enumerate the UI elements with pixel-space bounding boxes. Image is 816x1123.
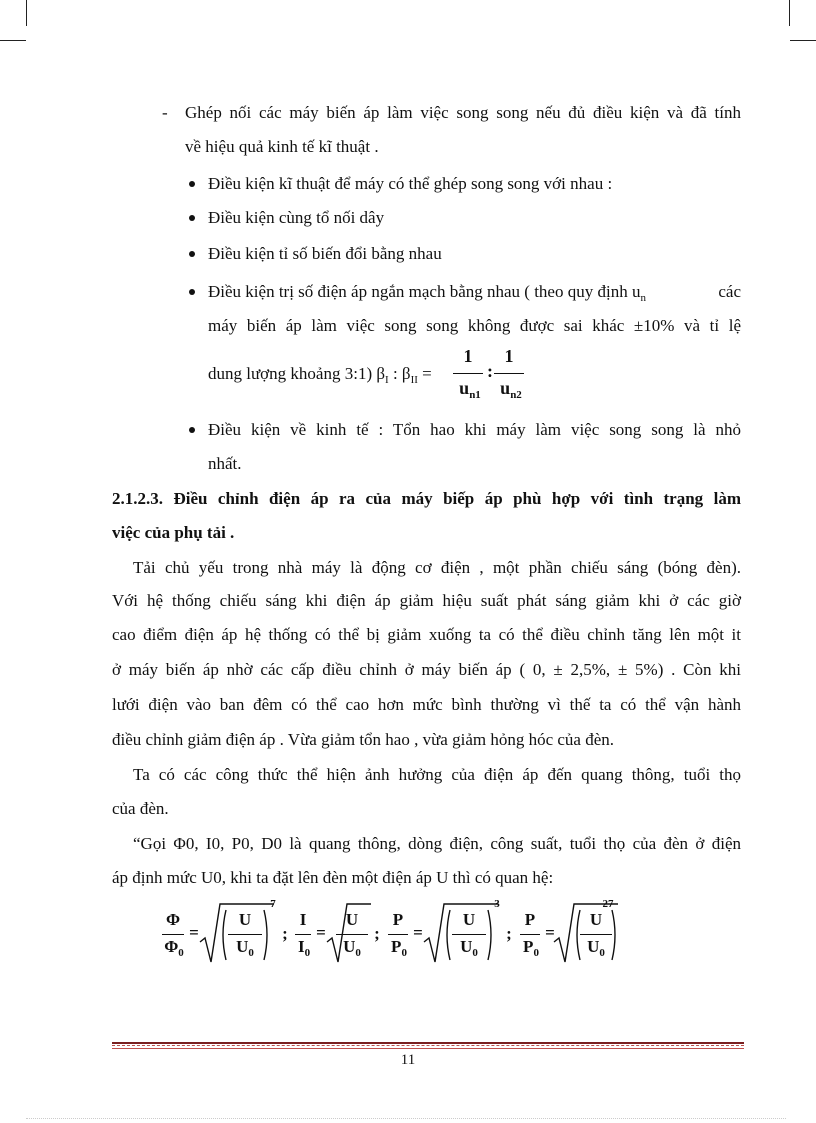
text-line: của đèn. bbox=[112, 799, 169, 818]
formula-denominator: $P_0$ bbox=[391, 937, 407, 959]
page-number: 11 bbox=[400, 1052, 416, 1068]
fraction-bar bbox=[162, 934, 184, 935]
equals-sign: = bbox=[189, 923, 199, 942]
fraction-bar bbox=[295, 934, 311, 935]
formula-denominator: $\Phi_0$ bbox=[164, 937, 184, 959]
fraction-bar bbox=[388, 934, 408, 935]
footer-rule bbox=[112, 1048, 744, 1049]
text-line: Điều kiện cùng tổ nối dây bbox=[208, 208, 385, 227]
formula-numerator: P bbox=[392, 910, 404, 929]
ratio-denominator: $u_{n2}$ bbox=[500, 378, 522, 401]
equals-sign: = bbox=[545, 923, 555, 942]
formula-numerator: Φ bbox=[165, 910, 181, 929]
fraction-bar bbox=[452, 934, 486, 935]
formula-denominator: $U_0$ bbox=[587, 937, 605, 959]
text-line: nhất. bbox=[208, 454, 242, 473]
text-line: về hiệu quả kinh tế kĩ thuật . bbox=[185, 137, 379, 156]
text-line: máy biến áp làm việc song song không được sai khác ±10% và tỉ lệ bbox=[208, 316, 741, 335]
formula-denominator: $U_0$ bbox=[343, 937, 361, 959]
bullet-icon bbox=[189, 215, 195, 221]
fraction-bar bbox=[494, 373, 524, 374]
text-line: Ta có các công thức thể hiện ảnh hưởng của điện áp đến quang thông, tuổi thọ bbox=[133, 765, 741, 784]
section-heading: 2.1.2.3. Điều chỉnh điện áp ra của máy biếp áp phù hợp với tình trạng làm bbox=[112, 489, 741, 508]
text-line: ở máy biến áp nhờ các cấp điều chỉnh ở máy biến áp ( 0, ± 2,5%, ± 5%) . Còn khi bbox=[112, 660, 741, 679]
equals-sign: = bbox=[413, 923, 423, 942]
equals-sign: = bbox=[316, 923, 326, 942]
formula-denominator: $U_0$ bbox=[236, 937, 254, 959]
formula-exponent: 27 bbox=[602, 898, 614, 910]
formula-denominator: $U_0$ bbox=[460, 937, 478, 959]
crop-mark bbox=[790, 40, 816, 41]
text-line: Điều kiện trị số điện áp ngắn mạch bằng nhau ( theo quy định $u_n$ các bbox=[208, 282, 741, 304]
crop-mark bbox=[789, 0, 790, 26]
ratio-denominator: $u_{n1}$ bbox=[459, 378, 481, 401]
text-line: điều chỉnh giảm điện áp . Vừa giảm tổn hao , vừa giảm hỏng hóc của đèn. bbox=[112, 730, 615, 749]
bullet-icon bbox=[189, 427, 195, 433]
text-line: Với hệ thống chiếu sáng khi điện áp giảm hiệu suất phát sáng giảm khi ở các giờ bbox=[112, 591, 741, 610]
formula-denominator: $P_0$ bbox=[523, 937, 539, 959]
dash-marker: - bbox=[162, 103, 168, 122]
text-line: “Gọi Φ0, I0, P0, D0 là quang thông, dòng điện, công suất, tuổi thọ của đèn ở điện bbox=[133, 834, 741, 853]
fraction-bar bbox=[453, 373, 483, 374]
formula-separator: ; bbox=[374, 924, 380, 943]
formula-separator: ; bbox=[506, 924, 512, 943]
bottom-dotted-line bbox=[26, 1118, 786, 1119]
footer-rule bbox=[112, 1042, 744, 1044]
text-line: Điều kiện tỉ số biến đổi bằng nhau bbox=[208, 244, 442, 263]
footer-rule bbox=[112, 1045, 744, 1046]
text-line: Điều kiện kĩ thuật để máy có thể ghép song song với nhau : bbox=[208, 174, 613, 193]
ratio-colon: : bbox=[487, 361, 493, 381]
text-line: dung lượng khoảng 3:1) $\beta_I$ : $\beta_{II}$ = bbox=[208, 364, 432, 386]
bullet-icon bbox=[189, 251, 195, 257]
formula-numerator: U bbox=[589, 910, 603, 929]
text-line: áp định mức U0, khi ta đặt lên đèn một điện áp U thì có quan hệ: bbox=[112, 868, 554, 887]
text-line: Ghép nối các máy biến áp làm việc song song nếu đủ điều kiện và đã tính bbox=[185, 103, 741, 122]
fraction-bar bbox=[336, 934, 368, 935]
formula-exponent: 7 bbox=[270, 898, 276, 910]
bullet-icon bbox=[189, 181, 195, 187]
formula-separator: ; bbox=[282, 924, 288, 943]
formula-exponent: 3 bbox=[494, 898, 500, 910]
formula-numerator: I bbox=[299, 910, 307, 929]
section-heading: việc của phụ tải . bbox=[112, 523, 235, 542]
formula-numerator: U bbox=[345, 910, 359, 929]
fraction-bar bbox=[520, 934, 540, 935]
text-line: Điều kiện về kinh tế : Tổn hao khi máy làm việc song song là nhỏ bbox=[208, 420, 741, 439]
formula-denominator: $I_0$ bbox=[297, 937, 311, 959]
bullet-icon bbox=[189, 289, 195, 295]
crop-mark bbox=[26, 0, 27, 26]
fraction-bar bbox=[228, 934, 262, 935]
ratio-numerator: 1 bbox=[463, 346, 473, 366]
formula-row bbox=[160, 896, 620, 968]
fraction-bar bbox=[580, 934, 612, 935]
formula-numerator: P bbox=[524, 910, 536, 929]
formula-numerator: U bbox=[238, 910, 252, 929]
text-line: Tải chủ yếu trong nhà máy là động cơ điện , một phần chiếu sáng (bóng đèn). bbox=[133, 558, 741, 577]
formula-numerator: U bbox=[462, 910, 476, 929]
ratio-numerator: 1 bbox=[504, 346, 514, 366]
crop-mark bbox=[0, 40, 26, 41]
text-line: cao điểm điện áp hệ thống có thể bị giảm xuống ta có thể điều chỉnh tăng lên một it bbox=[112, 625, 741, 644]
text-line: lưới điện vào ban đêm có thể cao hơn mức bình thường vì thế ta có thể vận hành bbox=[112, 695, 741, 714]
